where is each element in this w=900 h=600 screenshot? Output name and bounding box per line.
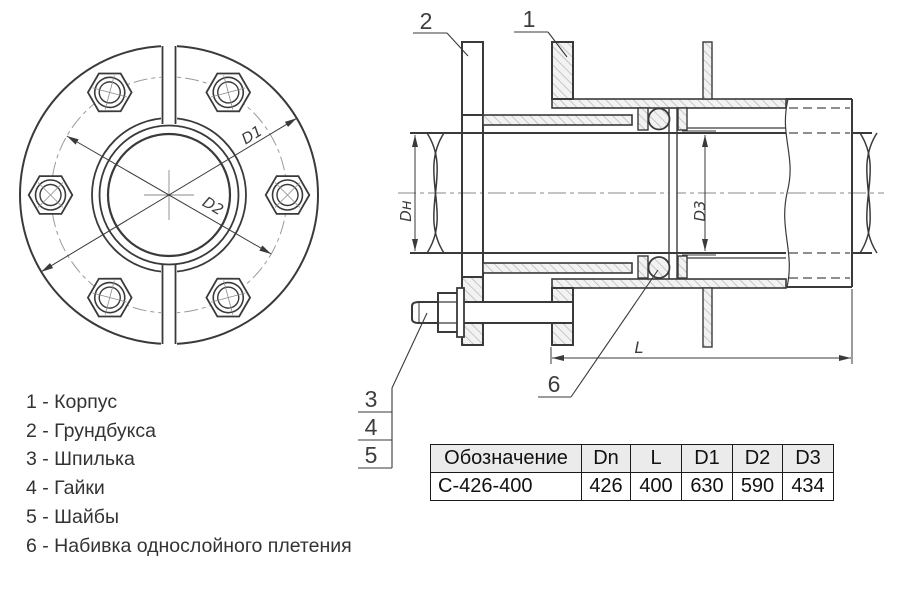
dim-label-l: L (634, 338, 644, 357)
col-d1: D1 (682, 445, 733, 473)
body-rib-bottom (703, 288, 712, 347)
cell-d1: 630 (682, 473, 733, 501)
packing-ring-top (649, 109, 670, 130)
nut (438, 293, 458, 332)
dim-label-d3: D3 (691, 200, 709, 222)
cell-d2: 590 (733, 473, 783, 501)
front-view (20, 42, 318, 346)
dim-label-d2: D2 (199, 192, 227, 220)
dim-label-dn: Dн (397, 200, 415, 222)
callout-4-label: 4 (364, 414, 378, 440)
col-designation: Обозначение (431, 445, 582, 473)
legend-item-2: 2 - Грундбукса (26, 419, 156, 442)
callout-2-label: 2 (419, 8, 433, 34)
cell-d3: 434 (783, 473, 834, 501)
body-shell-top (552, 99, 786, 108)
legend-item-4: 4 - Гайки (26, 477, 105, 500)
col-d3: D3 (783, 445, 834, 473)
packing-stop-bottom (678, 256, 687, 278)
legend-item-3: 3 - Шпилька (26, 448, 135, 471)
col-l: L (631, 445, 682, 473)
parts-legend (26, 388, 352, 560)
gland-sleeve-bottom (483, 263, 632, 273)
body-shell-bottom (552, 279, 786, 288)
callout-5-label: 5 (364, 442, 378, 468)
body-rib-top (703, 42, 712, 99)
packing-follower-bottom (638, 256, 648, 278)
cell-designation: С-426-400 (431, 473, 582, 501)
dimensions-table (430, 444, 834, 501)
packing-ring-bottom (649, 257, 670, 278)
col-dn: Dn (582, 445, 631, 473)
callout-leaders (358, 32, 658, 468)
gland-sleeve-top (483, 115, 632, 125)
legend-item-5: 5 - Шайбы (26, 505, 119, 528)
callout-3-label: 3 (364, 386, 378, 412)
packing-stop-top (678, 108, 687, 130)
packing-follower-top (638, 108, 648, 130)
legend-item-1: 1 - Корпус (26, 391, 118, 413)
table-row (431, 473, 834, 501)
callout-1-label: 1 (522, 6, 536, 32)
dim-label-d1: D1 (238, 121, 266, 149)
cell-dn: 426 (582, 473, 631, 501)
legend-item-6: 6 - Набивка однослойного плетения (26, 534, 352, 557)
washer (457, 288, 464, 337)
col-d2: D2 (733, 445, 783, 473)
table-header-row (431, 445, 834, 473)
section-view (358, 32, 884, 468)
stud (412, 302, 573, 323)
cell-l: 400 (631, 473, 682, 501)
dim-line-d2 (67, 136, 271, 254)
callout-6-label: 6 (547, 371, 561, 397)
